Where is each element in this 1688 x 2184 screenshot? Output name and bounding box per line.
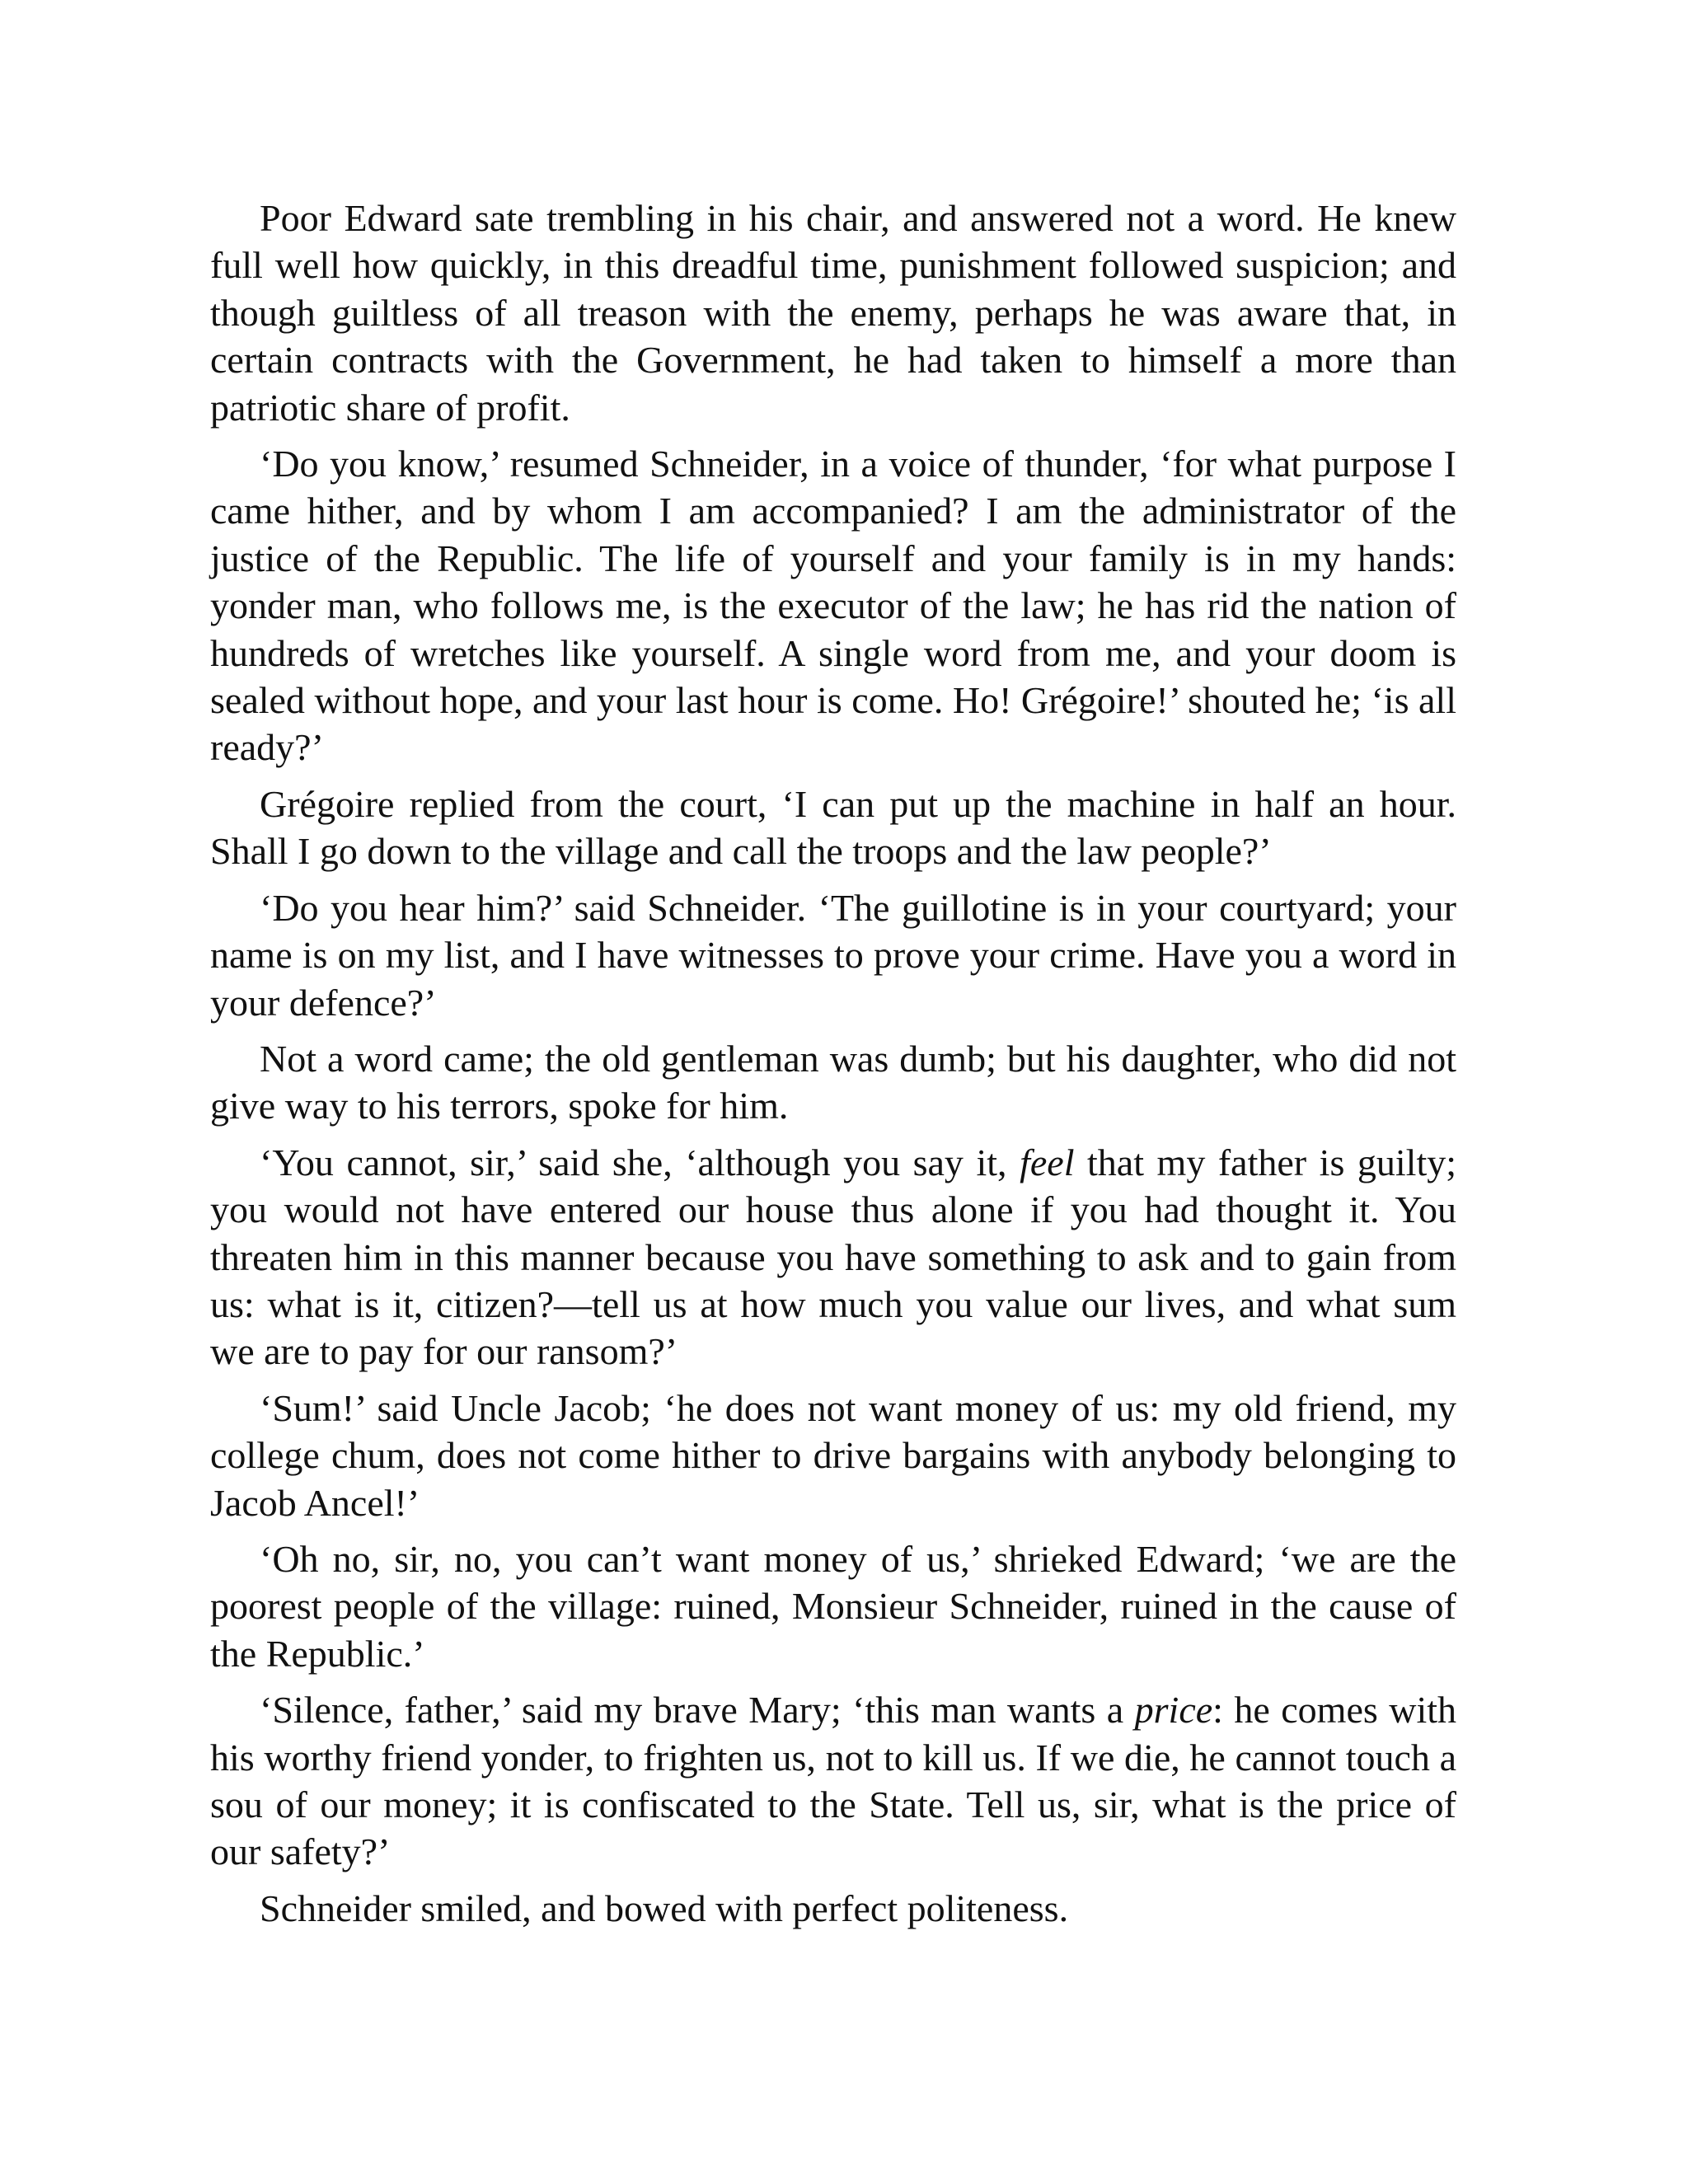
paragraph-7-text: ‘Sum!’ said Uncle Jacob; ‘he does not want money of us: my old friend, my college chum, does not come hither to drive bargains with anybody belonging to Jacob Ancel!’ xyxy=(210,1386,1456,1524)
paragraph-6-text-b: that my father is guilty; you would not have entered our house thus alone if you had thought it. You threaten him in this manner because you have something to ask and to gain from us: what is it, citizen?—tell us at how much you value our lives, and what sum we are to pay for our ransom?’ xyxy=(210,1141,1457,1373)
paragraph-4-text: ‘Do you hear him?’ said Schneider. ‘The guillotine is in your courtyard; your name is on my list, and I have witnesses to prove your crime. Have you a word in your defence?’ xyxy=(210,886,1456,1024)
paragraph-5 xyxy=(210,1035,1456,1130)
paragraph-2 xyxy=(210,440,1456,771)
paragraph-6 xyxy=(210,1139,1456,1376)
paragraph-5-text: Not a word came; the old gentleman was dumb; but his daughter, who did not give way to his terrors, spoke for him. xyxy=(210,1037,1456,1127)
paragraph-6-text-a: ‘You cannot, sir,’ said she, ‘although you say it, xyxy=(260,1141,1020,1183)
paragraph-9 xyxy=(210,1686,1456,1876)
paragraph-10 xyxy=(210,1885,1456,1932)
paragraph-4 xyxy=(210,884,1456,1026)
paragraph-6-emphasis-feel: feel xyxy=(1020,1141,1075,1183)
paragraph-7 xyxy=(210,1385,1456,1526)
paragraph-8 xyxy=(210,1535,1456,1677)
paragraph-1-text: Poor Edward sate trembling in his chair, and answered not a word. He knew full well how quickly, in this dreadful time, punishment followed suspicion; and though guiltless of all treason with the enemy, perhaps he was aware that, in certain contracts with the Government, he had taken to himself a more than patriotic share of profit. xyxy=(210,197,1456,429)
paragraph-8-text: ‘Oh no, sir, no, you can’t want money of us,’ shrieked Edward; ‘we are the poorest people of the village: ruined, Monsieur Schneider, ruined in the cause of the Republic.’ xyxy=(210,1537,1456,1675)
paragraph-9-emphasis-price: price xyxy=(1134,1689,1213,1732)
paragraph-3-text: Grégoire replied from the court, ‘I can put up the machine in half an hour. Shall I go down to the village and call the troops and the law people?’ xyxy=(210,782,1456,873)
page-body-text xyxy=(210,194,1456,1941)
paragraph-3 xyxy=(210,780,1456,875)
paragraph-9-text-b: : he comes with his worthy friend yonder, to frighten us, not to kill us. If we die, he cannot touch a sou of our money; it is confiscated to the State. Tell us, sir, what is the price of our safety?’ xyxy=(210,1689,1457,1873)
paragraph-10-text: Schneider smiled, and bowed with perfect politeness. xyxy=(260,1886,1069,1929)
paragraph-1 xyxy=(210,194,1456,431)
paragraph-2-text: ‘Do you know,’ resumed Schneider, in a voice of thunder, ‘for what purpose I came hither, and by whom I am accompanied? I am the administrator of the justice of the Republic. The life of yourself and your family is in my hands: yonder man, who follows me, is the executor of the law; he has rid the nation of hundreds of wretches like yourself. A single word from me, and your doom is sealed without hope, and your last hour is come. Ho! Grégoire!’ shouted he; ‘is all ready?’ xyxy=(210,443,1456,769)
paragraph-9-text-a: ‘Silence, father,’ said my brave Mary; ‘this man wants a xyxy=(260,1689,1135,1732)
